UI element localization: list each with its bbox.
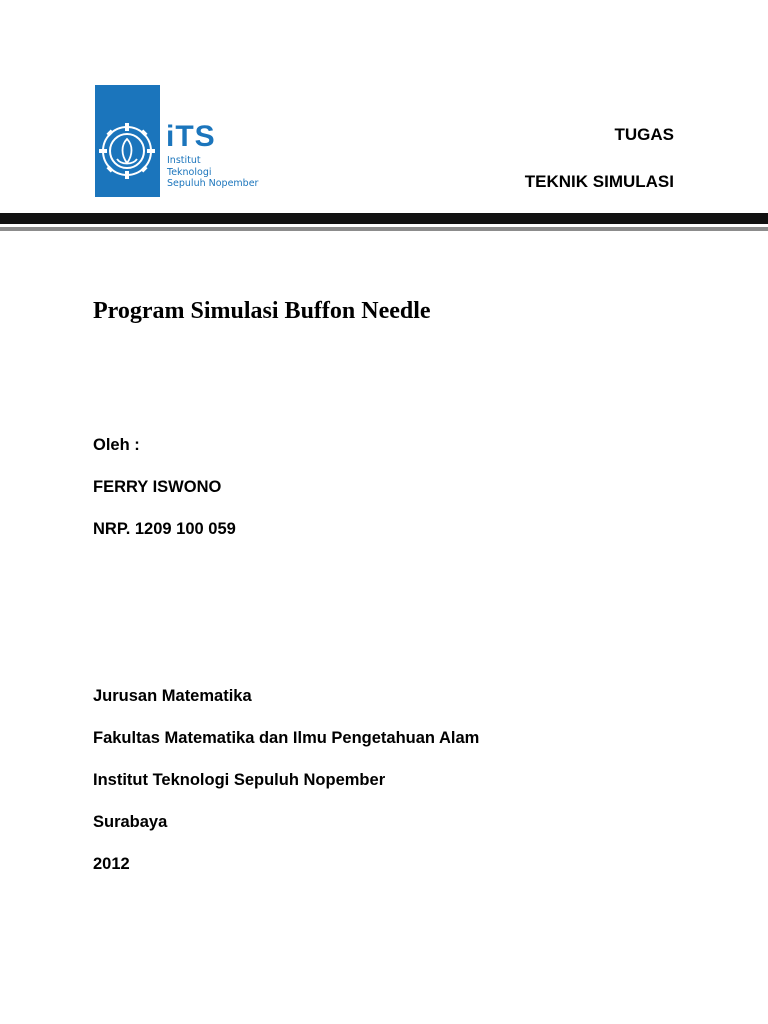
department: Jurusan Matematika — [93, 687, 252, 705]
its-wordmark: iTS — [166, 120, 216, 153]
faculty: Fakultas Matematika dan Ilmu Pengetahuan Alam — [93, 729, 480, 747]
city: Surabaya — [93, 813, 168, 831]
its-logo-text — [167, 155, 258, 190]
author-name: FERRY ISWONO — [93, 478, 222, 496]
author-label: Oleh : — [93, 436, 140, 454]
its-logo-line-2: Teknologi — [167, 166, 212, 178]
year: 2012 — [93, 855, 130, 873]
university: Institut Teknologi Sepuluh Nopember — [93, 771, 386, 789]
its-logo-line-1: Institut — [167, 155, 201, 166]
header-line-course: TEKNIK SIMULASI — [524, 172, 674, 191]
document-title: Program Simulasi Buffon Needle — [93, 298, 431, 324]
author-nrp: NRP. 1209 100 059 — [93, 520, 236, 538]
its-seal-icon — [95, 85, 160, 197]
its-logo-line-3: Sepuluh Nopember — [167, 178, 259, 189]
header-rule-thick — [0, 213, 768, 224]
header-rule-thin — [0, 227, 768, 231]
header-line-tugas: TUGAS — [614, 125, 674, 144]
its-emblem — [95, 85, 160, 197]
